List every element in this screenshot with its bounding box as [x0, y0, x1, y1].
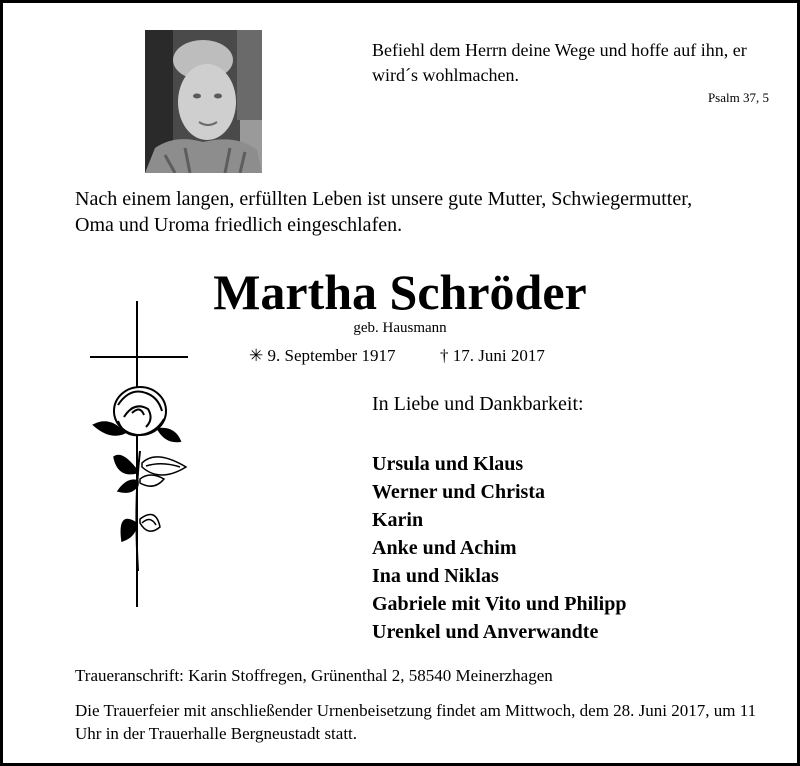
family-member: Werner und Christa: [372, 481, 545, 503]
family-member: Ina und Niklas: [372, 565, 499, 587]
ceremony-info: Die Trauerfeier mit anschließender Urnenbeisetzung findet am Mittwoch, dem 28. Juni 2017, um 11 Uhr in der Trauerhalle Bergneustadt statt.: [75, 701, 757, 743]
death-cross-icon: †: [440, 346, 449, 365]
portrait-icon: [145, 30, 262, 173]
birth-date-text: 9. September 1917: [267, 346, 396, 365]
bible-verse: Befiehl dem Herrn deine Wege und hoffe auf ihn, er wird´s wohlmachen.: [372, 40, 747, 85]
family-list: [372, 450, 626, 646]
family-member: Urenkel und Anverwandte: [372, 621, 599, 643]
death-date-text: 17. Juni 2017: [452, 346, 545, 365]
cross-with-rose-icon: [88, 301, 198, 611]
thanks-heading: In Liebe und Dankbarkeit:: [372, 393, 584, 415]
death-date: [440, 346, 545, 366]
intro-line-2: Oma und Uroma friedlich eingeschlafen.: [75, 214, 403, 236]
family-member: Karin: [372, 509, 424, 531]
intro-line-1: Nach einem langen, erfüllten Leben ist unsere gute Mutter, Schwiegermutter,: [75, 188, 693, 210]
maiden-name: geb. Hausmann: [353, 320, 447, 336]
birth-date: [249, 346, 395, 366]
cross-rose-graphic: [88, 301, 198, 616]
deceased-name: Martha Schröder: [213, 264, 587, 320]
intro-text: [75, 186, 692, 238]
family-member: Anke und Achim: [372, 537, 517, 559]
birth-star-icon: ✳: [249, 346, 264, 365]
mourning-address: Traueranschrift: Karin Stoffregen, Grünenthal 2, 58540 Meinerzhagen: [75, 666, 553, 685]
portrait-photo: [145, 30, 262, 173]
family-member: Gabriele mit Vito und Philipp: [372, 593, 627, 615]
family-member: Ursula und Klaus: [372, 453, 524, 475]
verse-reference: Psalm 37, 5: [707, 90, 769, 105]
